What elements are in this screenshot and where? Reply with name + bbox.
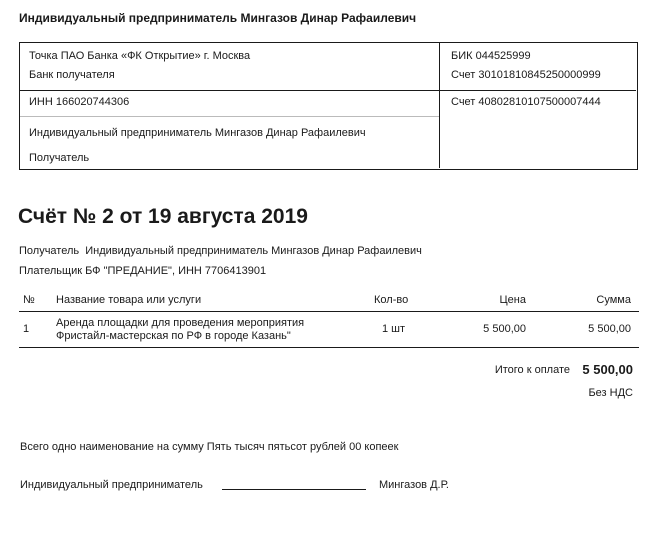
table-bottom-divider (19, 347, 639, 348)
correspondent-account: Счет 30101810845250000999 (451, 69, 601, 81)
inner-row-divider (20, 116, 439, 117)
row-divider (20, 90, 636, 91)
recipient-inn: ИНН 166020744306 (29, 96, 130, 108)
invoice-recipient-value: Индивидуальный предприниматель Мингазов Динар Рафаилевич (85, 245, 422, 257)
column-header-sum: Сумма (596, 294, 631, 306)
bik: БИК 044525999 (451, 50, 531, 62)
row-sum: 5 500,00 (588, 323, 631, 335)
column-divider (439, 43, 440, 168)
column-header-price: Цена (499, 294, 526, 306)
recipient-name: Индивидуальный предприниматель Мингазов Динар Рафаилевич (29, 127, 366, 139)
recipient-label: Получатель (29, 152, 90, 164)
company-header: Индивидуальный предприниматель Мингазов Динар Рафаилевич (19, 11, 417, 25)
table-header-divider (19, 311, 639, 312)
column-header-name: Название товара или услуги (56, 294, 202, 306)
recipient-account: Счет 40802810107500007444 (451, 96, 601, 108)
invoice-title: Счёт № 2 от 19 августа 2019 (18, 205, 308, 228)
amount-in-words: Всего одно наименование на сумму Пять тысяч пятьсот рублей 00 копеек (20, 441, 399, 453)
total-label: Итого к оплате (494, 364, 570, 376)
invoice-recipient-label: Получатель (19, 245, 80, 257)
bank-label: Банк получателя (29, 69, 115, 81)
row-num: 1 (23, 323, 30, 335)
row-qty: 1 шт (382, 323, 406, 335)
bank-details-table (19, 42, 638, 170)
column-header-num: № (23, 294, 35, 306)
signature-line (222, 489, 366, 490)
row-name-line2: Фристайл-мастерская по РФ в городе Казань" (56, 330, 291, 342)
row-name (56, 317, 304, 343)
row-name-line1: Аренда площадки для проведения мероприятия (56, 317, 305, 329)
column-header-qty: Кол-во (374, 294, 409, 306)
signature-role: Индивидуальный предприниматель (20, 479, 203, 491)
signature-name: Мингазов Д.Р. (379, 479, 449, 491)
vat-note: Без НДС (588, 387, 633, 399)
total-value: 5 500,00 (582, 362, 633, 377)
invoice-recipient (19, 245, 422, 257)
row-price: 5 500,00 (483, 323, 526, 335)
invoice-payer: Плательщик БФ "ПРЕДАНИЕ", ИНН 7706413901 (19, 265, 267, 277)
bank-name: Точка ПАО Банка «ФК Открытие» г. Москва (29, 50, 251, 62)
